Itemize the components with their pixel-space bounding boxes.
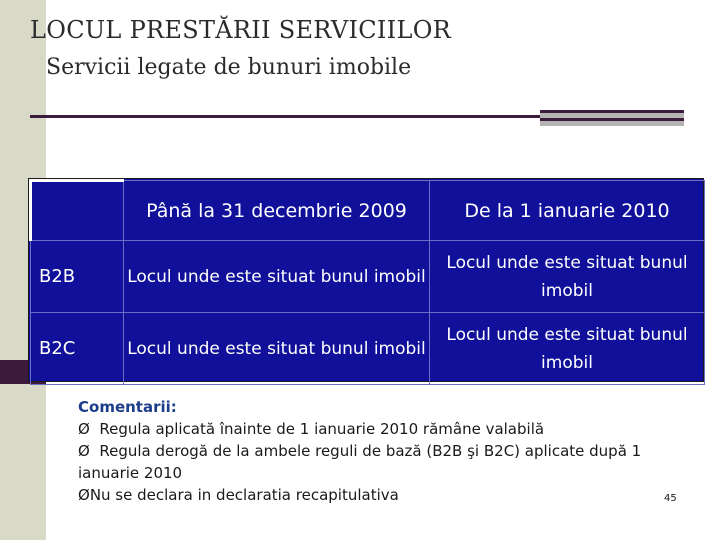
comment-text: Regula derogă de la ambele reguli de bază (B2B şi B2C) aplicate după 1 ianuarie 2010 <box>78 442 642 482</box>
arrow-bullet-icon: Ø <box>78 486 90 504</box>
arrow-bullet-icon: Ø <box>78 442 90 460</box>
title-rule-accent <box>540 110 684 126</box>
table-row <box>31 241 705 313</box>
comment-item <box>78 440 658 484</box>
arrow-bullet-icon: Ø <box>78 420 90 438</box>
header-until-2009: Până la 31 decembrie 2009 <box>124 181 430 241</box>
row-label-b2b: B2B <box>31 241 124 313</box>
comment-text: Regula aplicată înainte de 1 ianuarie 2010 rămâne valabilă <box>99 420 545 438</box>
comment-item <box>78 418 658 440</box>
table-row <box>31 313 705 385</box>
slide-title: LOCUL PRESTĂRII SERVICIILOR <box>30 16 452 44</box>
comment-text: Nu se declara in declaratia recapitulativa <box>89 486 399 504</box>
row-label-b2c: B2C <box>31 313 124 385</box>
header-from-2010: De la 1 ianuarie 2010 <box>430 181 705 241</box>
table-cell: Locul unde este situat bunul imobil <box>430 313 705 385</box>
table-header-row <box>31 181 705 241</box>
comments-title: Comentarii: <box>78 398 177 416</box>
comments-block <box>78 396 658 506</box>
place-of-supply-table <box>28 178 704 382</box>
slide-subtitle: Servicii legate de bunuri imobile <box>46 55 412 80</box>
title-rule <box>30 115 542 118</box>
comment-item <box>78 484 658 506</box>
page-number: 45 <box>664 493 677 504</box>
table-cell: Locul unde este situat bunul imobil <box>430 241 705 313</box>
table-cell: Locul unde este situat bunul imobil <box>124 313 430 385</box>
table-corner-cell <box>31 181 124 241</box>
table-cell: Locul unde este situat bunul imobil <box>124 241 430 313</box>
